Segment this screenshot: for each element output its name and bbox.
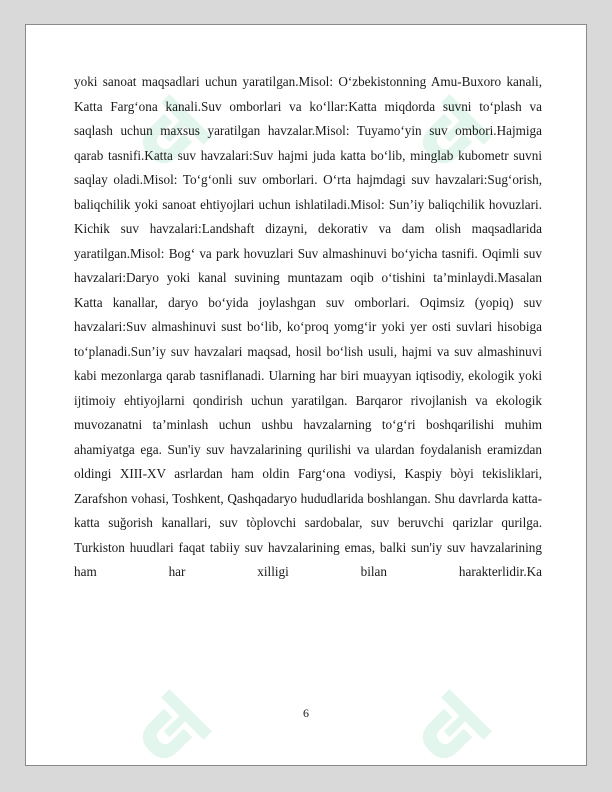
document-page bbox=[25, 24, 587, 766]
body-paragraph: yoki sanoat maqsadlari uchun yaratilgan.Misol: O‘zbekistonning Amu-Buxoro kanali, Katta Farg‘ona kanali.Suv omborlari va ko‘llar:Katta miqdorda suvni to‘plash va saqlash uchun maxsus yaratilgan havzalar.Misol: Tuyamo‘yin suv ombori.Hajmiga qarab tasnifi.Katta suv havzalari:Suv hajmi juda katta bo‘lib, minglab kubometr suvni saqlay oladi.Misol: To‘g‘onli suv omborlari. O‘rta hajmdagi suv havzalari:Sug‘orish, baliqchilik yoki sanoat ehtiyojlari uchun ishlatiladi.Misol: Sun’iy baliqchilik hovuzlari. Kichik suv havzalari:Landshaft dizayni, dekorativ va dam olish maqsadlarida yaratilgan.Misol: Bog‘ va park hovuzlari Suv almashinuvi bo‘yicha tasnifi. Oqimli suv havzalari:Daryo yoki kanal suvining muntazam oqib o‘tishini ta’minlaydi.Masalan Katta kanallar, daryo bo‘yida joylashgan suv omborlari. Oqimsiz (yopiq) suv havzalari:Suv almashinuvi sust bo‘lib, ko‘proq yomg‘ir yoki yer osti suvlari hisobiga to‘planadi.Sun’iy suv havzalari maqsad, hosil bo‘lish usuli, hajmi va suv almashinuvi kabi mezonlarga qarab tasniflanadi. Ularning har biri muayyan iqtisodiy, ekologik yoki ijtimoiy ehtiyojlarni qondirish uchun yaratilgan. Barqaror rivojlanish va ekologik muvozanatni ta’minlash uchun ushbu havzalarning to‘g‘ri boshqarilishi muhim ahamiyatga ega. Sun'iy suv havzalarining qurilishi va ulardan foydalanish eramizdan oldingi XIII-XV asrlardan ham oldin Farg‘ona vodiysi, Kaspiy bòyi tekisliklari, Zarafshon vohasi, Toshkent, Qashqadaryo hududlarida boshlangan. Shu davrlarda katta-katta suğorish kanallari, suv tòplovchi sardobalar, suv beruvchi qarizlar qurilga. Turkiston huudlari faqat tabiiy suv havzalarining emas, balki sun'iy suv havzalarining ham har xilligi bilan harakterlidir.Ka bbox=[74, 74, 542, 579]
page-number: 6 bbox=[303, 706, 309, 720]
